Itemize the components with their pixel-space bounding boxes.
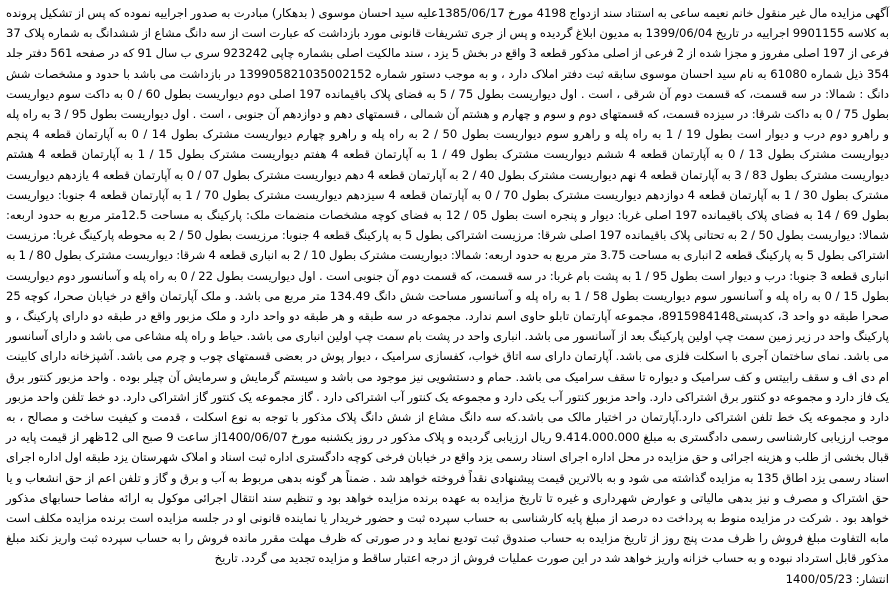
publication-date-line — [6, 569, 889, 589]
publication-date-value: 1400/05/23 — [785, 571, 853, 586]
publication-date-label: انتشار: — [855, 571, 889, 586]
notice-body: آگهی مزایده مال غیر منقول خانم نعیمه ساعی به استناد سند ازدواج 4198 مورخ 1385/06/17علیه سید احسان موسوی ( بدهکار) مبادرت به صدور اجراییه نموده که پس از تشکیل پرونده به کلاسه 9901155 اجراییه در تاریخ 1399/06/04 به مدیون ابلاغ گردیده و پس از جری تشریفات قانونی مورد بازداشت که عبارت است از سه دانگ مشاع از ششدانگ به شماره پلاک 37 فرعی از 197 اصلی مفروز و مجزا شده از 2 فرعی از اصلی مذکور قطعه 3 واقع در بخش 5 یزد ، سند مالکیت اصلی بشماره چاپی 923242 سری ب سال 91 که در صفحه 561 دفتر جلد 354 ذیل شماره 61080 به نام سید احسان موسوی سابقه ثبت دفتر املاک دارد ، و به موجب دستور شماره 139905821035002152 در بازداشت می باشد با حدود و مشخصات شش دانگ : شمالا: در سه قسمت، که قسمت دوم آن شرقی ، است . اول دیواریست بطول 75 / 5 به فضای پلاک باقیمانده 197 اصلی دوم دیواریست بطول 60 / 0 به داکت سوم دیواریست بطول 75 / 0 به داکت شرقا: در سیزده قسمت، که قسمتهای دوم و سوم و چهارم و هشتم آن شمالی ، قسمتهای دهم و دوازدهم آن جنوبی ، است . اول دیواریست بطول 95 / 3 به راه پله و راهرو دوم درب و دیوار است بطول 19 / 1 به راه پله و راهرو سوم دیواریست بطول 50 / 2 به راه پله و راهرو چهارم دیواریست مشترک بطول 14 / 0 به آپارتمان قطعه 4 پنجم دیواریست مشترک بطول 13 / 0 به آپارتمان قطعه 4 ششم دیواریست مشترک بطول 49 / 1 به آپارتمان قطعه 4 هفتم دیواریست مشترک بطول 15 / 1 به آپارتمان قطعه 4 هشتم دیواریست مشترک بطول 83 / 3 به آپارتمان قطعه 4 نهم دیواریست مشترک بطول 40 / 2 به آپارتمان قطعه 4 دهم دیواریست مشترک بطول 07 / 0 به آپارتمان قطعه 4 یازدهم دیواریست مشترک بطول 30 / 1 به آپارتمان قطعه 4 دوازدهم دیواریست مشترک بطول 70 / 0 به آپارتمان قطعه 4 سیزدهم دیواریست مشترک بطول 70 / 1 به آپارتمان قطعه 4 جنوبا: دیواریست بطول 69 / 14 به فضای پلاک باقیمانده 197 اصلی غربا: دیوار و پنجره است بطول 05 / 12 به فضای کوچه مشخصات منضمات ملک: پارکینگ به مساحت 12.5متر مربع به حدود اربعه: شمالا: دیواریست بطول 50 / 2 به تحتانی پلاک باقیمانده 197 اصلی شرقا: مرزیست اشتراکی بطول 5 به پارکینگ قطعه 4 جنوبا: مرزیست بطول 50 / 2 به محوطه پارکینگ غربا: مرزیست اشتراکی بطول 5 به پارکینگ قطعه 2 انباری به مساحت 3.75 متر مربع به حدود اربعه: شمالا: دیواریست مشترک بطول 10 / 2 به انباری قطعه 4 شرقا: دیواریست مشترک بطول 80 / 1 به انباری قطعه 3 جنوبا: درب و دیوار است بطول 95 / 1 به پشت بام غربا: در سه قسمت، که قسمت دوم آن جنوبی است . اول دیواریست بطول 22 / 0 به راه پله و آسانسور دوم دیواریست بطول 15 / 0 به راه پله و آسانسور سوم دیواریست بطول 58 / 1 به راه پله و آسانسور مساحت شش دانگ 134.49 متر مربع می باشد. و ملک آپارتمان واقع در خیابان صحرا، کوچه 25 صحرا طبقه دو واحد 3، کدپستی8915984148، مجموعه آپارتمان تابلو حاوی اسم ندارد. مجموعه در سه طبقه و هر طبقه دو واحد دارد و ملک مزبور واقع در طبقه دو دارای پارکینگ ، و پارکینگ واحد در زیر زمین سمت چپ اولین پارکینگ بعد از آسانسور می باشد. انباری واحد در پشت بام سمت چپ اولین انباری می باشد. حیاط و راه پله مشاعی می باشد و دارای آسانسور می باشد. نمای ساختمان آجری با اسکلت فلزی می باشد. آپارتمان دارای سه اتاق خواب، کفسازی سرامیک ، دیوار پوش در بعضی قسمتهای چوب و چرم می باشد. آشپزخانه دارای کابینت ام دی اف و سقف رابیتس و کف سرامیک و دیواره تا سقف سرامیک می باشد. حمام و دستشویی نیز موجود می باشد و سیستم گرمایش و سرمایش آن چیلر بوده . واحد مزبور کنتور برق یک فاز دارد و مجموعه دو کنتور برق اشتراکی دارد. واحد مزبور کنتور آب یکی دارد و مجموعه یک کنتور آب اشتراکی دارد . گاز مجموعه یک کنتور گاز اشتراکی دارد. دو خط تلفن واحد مزبور دارد و مجموعه یک خط تلفن اشتراکی دارد.آپارتمان در اختیار مالک می باشد.که سه دانگ مشاع از شش دانگ پلاک مذکور با توجه به نوع اسکلت ، قدمت و کیفیت ساخت و مصالح ، به موجب ارزیابی کارشناسی رسمی دادگستری به مبلغ 9.414.000.000 ریال ارزیابی گردیده و پلاک مذکور در روز یکشنبه مورخ 1400/06/07از ساعت 9 صبح الی 12ظهر از قیمت پایه در قبال بخشی از طلب و هزینه اجرائی و حق مزایده در محل اداره اجرای اسناد رسمی یزد واقع در خیابان فرخی کوچه دادگستری اداره ثبت اسناد و املاک شهرستان یزد طبقه اول اداره اجرای اسناد رسمی یزد اطاق 135 به مزایده گذاشته می شود و به بالاترین قیمت پیشنهادی نقداً فروخته خواهد شد . ضمناً هر گونه بدهی مربوط به آب و برق و گاز و تلفن اعم از حق انشعاب و یا حق اشتراک و مصرف و نیز بدهی مالیاتی و عوارض شهرداری و غیره تا تاریخ مزایده به عهده برنده مزایده خواهد بود و تنظیم سند انتقال اجرائی موکول به ارائه مفاصا حسابهای مذکور خواهد بود . شرکت در مزایده منوط به پرداخت ده درصد از مبلغ پایه کارشناسی به حساب سپرده ثبت و حضور خریدار یا نماینده قانونی او در جلسه مزایده است برنده مزایده مکلف است مابه التفاوت مبلغ فروش را ظرف مدت پنج روز از تاریخ مزایده به حساب صندوق ثبت تودیع نماید و در صورتی که ظرف مهلت مقرر مانده فروش را به حساب سپرده ثبت واریز نکند مبلغ مذکور قابل استرداد نبوده و به حساب خزانه واریز خواهد شد در این صورت عملیات فروش از درجه اعتبار ساقط و مزایده تجدید می گردد. تاریخ — [6, 6, 890, 566]
